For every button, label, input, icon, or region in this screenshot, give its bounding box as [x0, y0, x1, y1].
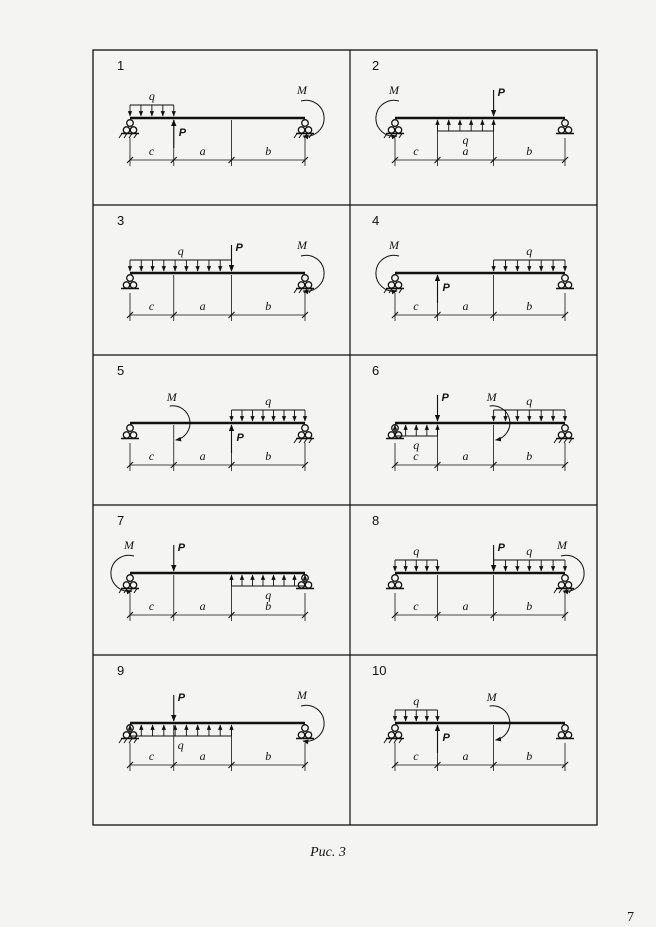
support-roller-circle	[305, 282, 311, 288]
support-roller-circle	[558, 282, 564, 288]
beam-scheme-6	[372, 363, 574, 471]
force-p-label: P	[236, 432, 244, 444]
load-q-label: q	[177, 244, 184, 258]
dimension-label: a	[462, 299, 469, 313]
dimension-label: c	[413, 299, 419, 313]
force-p-label: P	[497, 542, 505, 554]
support-roller-circle	[298, 282, 304, 288]
force-p-label: P	[442, 282, 450, 294]
dimension-label: c	[413, 144, 419, 158]
support-roller-circle	[130, 582, 136, 588]
moment-m-label: M	[389, 83, 399, 97]
dimension-label: b	[265, 599, 272, 613]
support-hinge	[302, 275, 309, 282]
support-hinge	[562, 575, 569, 582]
support-roller-circle	[388, 582, 394, 588]
load-q-label: q	[526, 244, 533, 258]
moment-m-label: M	[389, 238, 399, 252]
support-roller-circle	[130, 282, 136, 288]
force-p-label: P	[177, 542, 186, 554]
support-hatch	[554, 589, 557, 594]
beam-scheme-2	[372, 58, 574, 166]
support-roller-circle	[130, 127, 136, 133]
support-roller-circle	[298, 732, 304, 738]
support-hatch	[294, 439, 297, 444]
support-roller-circle	[388, 432, 394, 438]
load-q-label: q	[526, 394, 533, 408]
dimension-label: b	[526, 299, 533, 313]
moment-m-label: M	[124, 538, 134, 552]
moment-m-label: M	[486, 690, 497, 704]
support-roller-circle	[130, 432, 136, 438]
load-q-label: q	[413, 694, 420, 708]
load-q-label: q	[526, 544, 533, 558]
beam-scheme-1	[117, 58, 324, 166]
dimension-label: a	[199, 449, 206, 463]
beam-scheme-10	[372, 663, 574, 771]
support-hatch	[554, 439, 557, 444]
dimension-label: a	[462, 144, 469, 158]
support-roller-circle	[123, 432, 129, 438]
load-q-label: q	[148, 89, 155, 103]
scheme-number: 9	[117, 663, 125, 678]
dimension-label: b	[265, 749, 272, 763]
dimension-label: c	[148, 599, 155, 613]
dimension-label: b	[265, 299, 272, 313]
support-roller-circle	[558, 432, 564, 438]
load-q-label: q	[265, 394, 272, 408]
force-p-label: P	[441, 392, 449, 404]
beam-scheme-4	[372, 213, 574, 321]
support-roller-circle	[395, 127, 401, 133]
dimension-label: b	[526, 144, 533, 158]
beam-scheme-8	[372, 513, 584, 621]
support-hinge	[392, 275, 399, 282]
dimension-label: c	[148, 449, 155, 463]
support-hinge	[392, 575, 399, 582]
support-roller-circle	[123, 732, 129, 738]
scheme-number: 2	[372, 58, 380, 73]
dimension-label: a	[199, 599, 206, 613]
dimension-label: a	[462, 749, 469, 763]
support-roller-circle	[388, 732, 394, 738]
support-roller-circle	[130, 732, 136, 738]
support-roller-circle	[123, 127, 129, 133]
support-hatch	[294, 289, 297, 294]
support-roller-circle	[388, 282, 394, 288]
beam-scheme-5	[117, 363, 314, 471]
beam-scheme-3	[117, 213, 324, 321]
dimension-label: c	[413, 449, 419, 463]
support-roller-circle	[388, 127, 394, 133]
support-hatch	[119, 739, 122, 744]
outer-frame	[93, 50, 597, 825]
support-roller-circle	[298, 432, 304, 438]
support-roller-circle	[305, 582, 311, 588]
force-p-label: P	[497, 87, 505, 99]
dimension-label: b	[526, 449, 533, 463]
load-q-label: q	[462, 133, 469, 147]
dimension-label: a	[199, 299, 206, 313]
force-p-label: P	[442, 732, 450, 744]
support-roller-circle	[305, 432, 311, 438]
moment-m-label: M	[486, 390, 497, 404]
dimension-label: b	[526, 599, 533, 613]
dimension-label: c	[413, 749, 419, 763]
page-number: 7	[627, 910, 634, 925]
support-hinge	[562, 120, 569, 127]
moment-m-label: M	[297, 238, 307, 252]
moment-m-label: M	[297, 83, 307, 97]
load-q-label: q	[413, 438, 420, 452]
support-hinge	[562, 425, 569, 432]
dimension-label: c	[148, 299, 155, 313]
dimension-label: b	[526, 749, 533, 763]
support-hatch	[294, 134, 297, 139]
support-hinge	[302, 425, 309, 432]
support-hinge	[127, 275, 134, 282]
scheme-number: 7	[117, 513, 125, 528]
dimension-label: b	[265, 144, 272, 158]
scheme-number: 3	[117, 213, 125, 228]
support-roller-circle	[395, 732, 401, 738]
beam-scheme-9	[117, 663, 324, 771]
support-roller-circle	[298, 127, 304, 133]
support-hinge	[127, 120, 134, 127]
moment-m-label: M	[557, 538, 567, 552]
support-roller-circle	[298, 582, 304, 588]
dimension-label: c	[148, 144, 155, 158]
support-hinge	[127, 575, 134, 582]
support-hinge	[392, 120, 399, 127]
force-p-label: P	[235, 242, 243, 254]
support-roller-circle	[123, 282, 129, 288]
load-q-label: q	[177, 738, 184, 752]
support-roller-circle	[123, 582, 129, 588]
dimension-label: a	[462, 449, 469, 463]
dimension-label: c	[148, 749, 155, 763]
support-roller-circle	[395, 582, 401, 588]
force-p-label: P	[178, 127, 187, 139]
scheme-number: 5	[117, 363, 125, 378]
support-roller-circle	[305, 127, 311, 133]
scheme-number: 8	[372, 513, 380, 528]
support-roller-circle	[558, 732, 564, 738]
load-q-label: q	[413, 544, 420, 558]
scheme-number: 6	[372, 363, 380, 378]
moment-m-label: M	[297, 688, 307, 702]
support-roller-circle	[565, 282, 571, 288]
figure-caption: Рис. 3	[310, 845, 346, 860]
dimension-label: a	[462, 599, 469, 613]
support-roller-circle	[565, 127, 571, 133]
support-roller-circle	[558, 582, 564, 588]
force-p-label: P	[177, 692, 186, 704]
support-roller-circle	[305, 732, 311, 738]
load-q-label: q	[265, 588, 272, 602]
support-hinge	[562, 725, 569, 732]
support-roller-circle	[558, 127, 564, 133]
scheme-number: 10	[372, 663, 387, 678]
support-hinge	[392, 725, 399, 732]
support-roller-circle	[395, 282, 401, 288]
scheme-number: 4	[372, 213, 380, 228]
beam-schemes	[111, 58, 584, 771]
support-roller-circle	[565, 582, 571, 588]
beam-scheme-7	[111, 513, 314, 621]
support-hinge	[302, 725, 309, 732]
moment-m-label: M	[166, 390, 177, 404]
support-roller-circle	[565, 732, 571, 738]
dimension-label: c	[413, 599, 419, 613]
support-roller-circle	[565, 432, 571, 438]
support-hatch	[119, 134, 122, 139]
dimension-label: b	[265, 449, 272, 463]
support-hinge	[562, 275, 569, 282]
support-roller-circle	[395, 432, 401, 438]
support-hatch	[384, 739, 387, 744]
support-hinge	[302, 120, 309, 127]
dimension-label: a	[199, 749, 206, 763]
dimension-label: a	[199, 144, 206, 158]
scheme-number: 1	[117, 58, 125, 73]
support-hinge	[127, 425, 134, 432]
